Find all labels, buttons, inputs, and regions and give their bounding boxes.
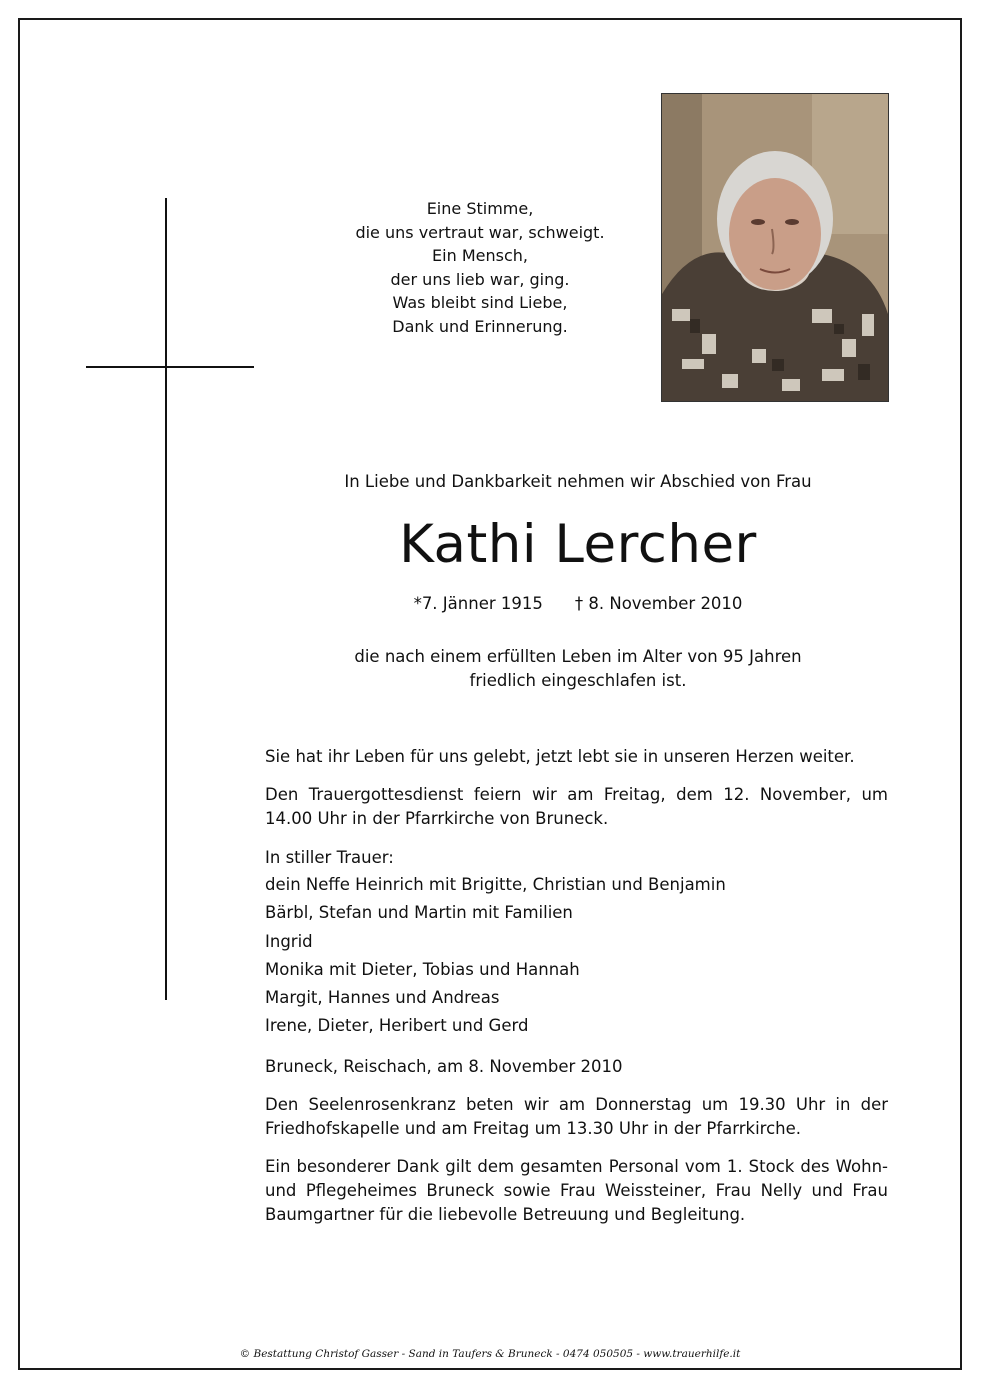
mourner-line: Margit, Hannes und Andreas bbox=[265, 988, 500, 1008]
cross-vertical-bar bbox=[165, 198, 167, 1000]
paragraph-rosary: Den Seelenrosenkranz beten wir am Donnerstag um 19.30 Uhr in der Friedhofskapelle und am Freitag um 13.30 Uhr in der Pfarrkirche. bbox=[265, 1094, 888, 1138]
deceased-name: Kathi Lercher bbox=[399, 514, 757, 575]
mourner-line: dein Neffe Heinrich mit Brigitte, Christian und Benjamin bbox=[265, 875, 726, 894]
memorial-poem bbox=[330, 197, 630, 338]
mourner-line: Bärbl, Stefan und Martin mit Familien bbox=[265, 903, 573, 923]
subtitle bbox=[270, 645, 886, 693]
death-date: † 8. November 2010 bbox=[574, 594, 743, 613]
paragraph-funeral-service: Den Trauergottesdienst feiern wir am Freitag, dem 12. November, um 14.00 Uhr in der Pfarrkirche von Bruneck. bbox=[265, 785, 888, 828]
mourner-line: Ingrid bbox=[265, 931, 313, 951]
subtitle-line: friedlich eingeschlafen ist. bbox=[469, 671, 687, 690]
mourners-list bbox=[265, 845, 888, 1041]
place-and-date: Bruneck, Reischach, am 8. November 2010 bbox=[265, 1056, 623, 1076]
poem-line: Dank und Erinnerung. bbox=[392, 316, 568, 336]
mourner-line: Monika mit Dieter, Tobias und Hannah bbox=[265, 959, 580, 979]
subtitle-line: die nach einem erfüllten Leben im Alter von 95 Jahren bbox=[354, 647, 802, 666]
portrait-illustration bbox=[662, 94, 888, 401]
life-dates bbox=[270, 594, 886, 613]
portrait-photo bbox=[661, 93, 889, 402]
paragraph-thanks: Ein besonderer Dank gilt dem gesamten Personal vom 1. Stock des Wohn- und Pflegeheimes Bruneck sowie Frau Weissteiner, Frau Nelly und Frau Baumgartner für die liebevolle Betreuung und Begleitung. bbox=[265, 1156, 888, 1224]
notice-body bbox=[265, 745, 888, 1241]
poem-line: Ein Mensch, bbox=[432, 246, 528, 265]
cross-horizontal-bar bbox=[86, 366, 254, 368]
poem-line: die uns vertraut war, schweigt. bbox=[355, 222, 605, 242]
footer-credit: © Bestattung Christof Gasser - Sand in Taufers & Bruneck - 0474 050505 - www.trauerhilfe.it bbox=[239, 1348, 741, 1360]
paragraph-life: Sie hat ihr Leben für uns gelebt, jetzt lebt sie in unseren Herzen weiter. bbox=[265, 747, 855, 766]
birth-date: *7. Jänner 1915 bbox=[413, 594, 543, 613]
mourners-heading: In stiller Trauer: bbox=[265, 848, 394, 867]
intro-line: In Liebe und Dankbarkeit nehmen wir Abschied von Frau bbox=[344, 472, 812, 491]
poem-line: der uns lieb war, ging. bbox=[390, 269, 570, 289]
poem-line: Eine Stimme, bbox=[426, 199, 534, 218]
poem-line: Was bleibt sind Liebe, bbox=[392, 293, 568, 312]
mourner-line: Irene, Dieter, Heribert und Gerd bbox=[265, 1016, 529, 1036]
